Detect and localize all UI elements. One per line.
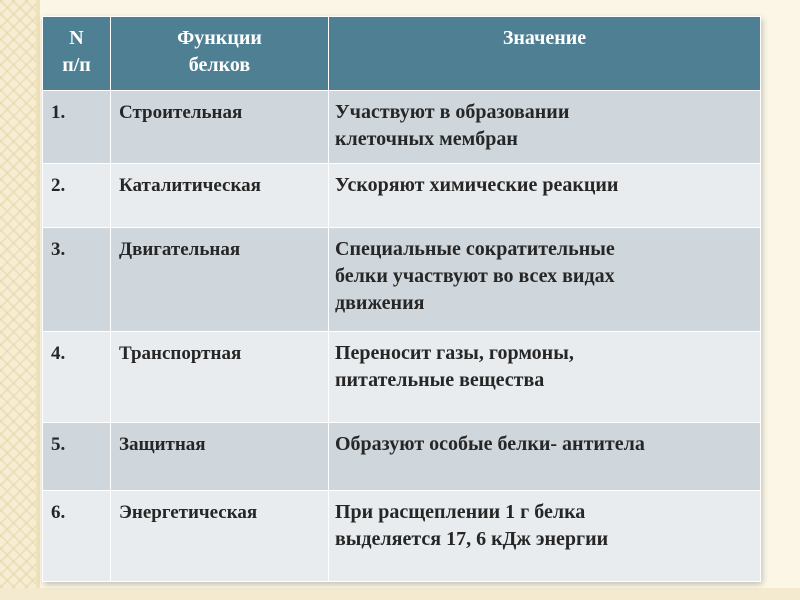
header-function: Функции белков <box>111 17 329 91</box>
row-value: Ускоряют химические реакции <box>329 164 761 228</box>
row-function: Строительная <box>111 91 329 164</box>
row-value: Специальные сократительные белки участвуют во всех видах движения <box>329 228 761 332</box>
row-function: Двигательная <box>111 228 329 332</box>
row-number: 3. <box>43 228 111 332</box>
table-row <box>43 423 761 491</box>
protein-functions-table-container <box>42 16 760 581</box>
table-row <box>43 91 761 164</box>
row-number: 6. <box>43 491 111 582</box>
row-number: 4. <box>43 332 111 423</box>
row-value: Образуют особые белки- антитела <box>329 423 761 491</box>
table-row <box>43 332 761 423</box>
table-row <box>43 491 761 582</box>
row-number: 5. <box>43 423 111 491</box>
row-value: Участвуют в образовании клеточных мембран <box>329 91 761 164</box>
table-row <box>43 228 761 332</box>
header-value: Значение <box>329 17 761 91</box>
row-function: Энергетическая <box>111 491 329 582</box>
decorative-side-pattern <box>0 0 40 600</box>
row-value: Переносит газы, гормоны, питательные вещества <box>329 332 761 423</box>
table-row <box>43 164 761 228</box>
decorative-bottom-band <box>0 588 800 600</box>
protein-functions-table <box>42 16 761 582</box>
decorative-side-border <box>36 0 40 600</box>
row-number: 1. <box>43 91 111 164</box>
row-value: При расщеплении 1 г белка выделяется 17, 6 кДж энергии <box>329 491 761 582</box>
row-function: Каталитическая <box>111 164 329 228</box>
row-number: 2. <box>43 164 111 228</box>
header-number: N п/п <box>43 17 111 91</box>
table-header-row <box>43 17 761 91</box>
row-function: Транспортная <box>111 332 329 423</box>
row-function: Защитная <box>111 423 329 491</box>
